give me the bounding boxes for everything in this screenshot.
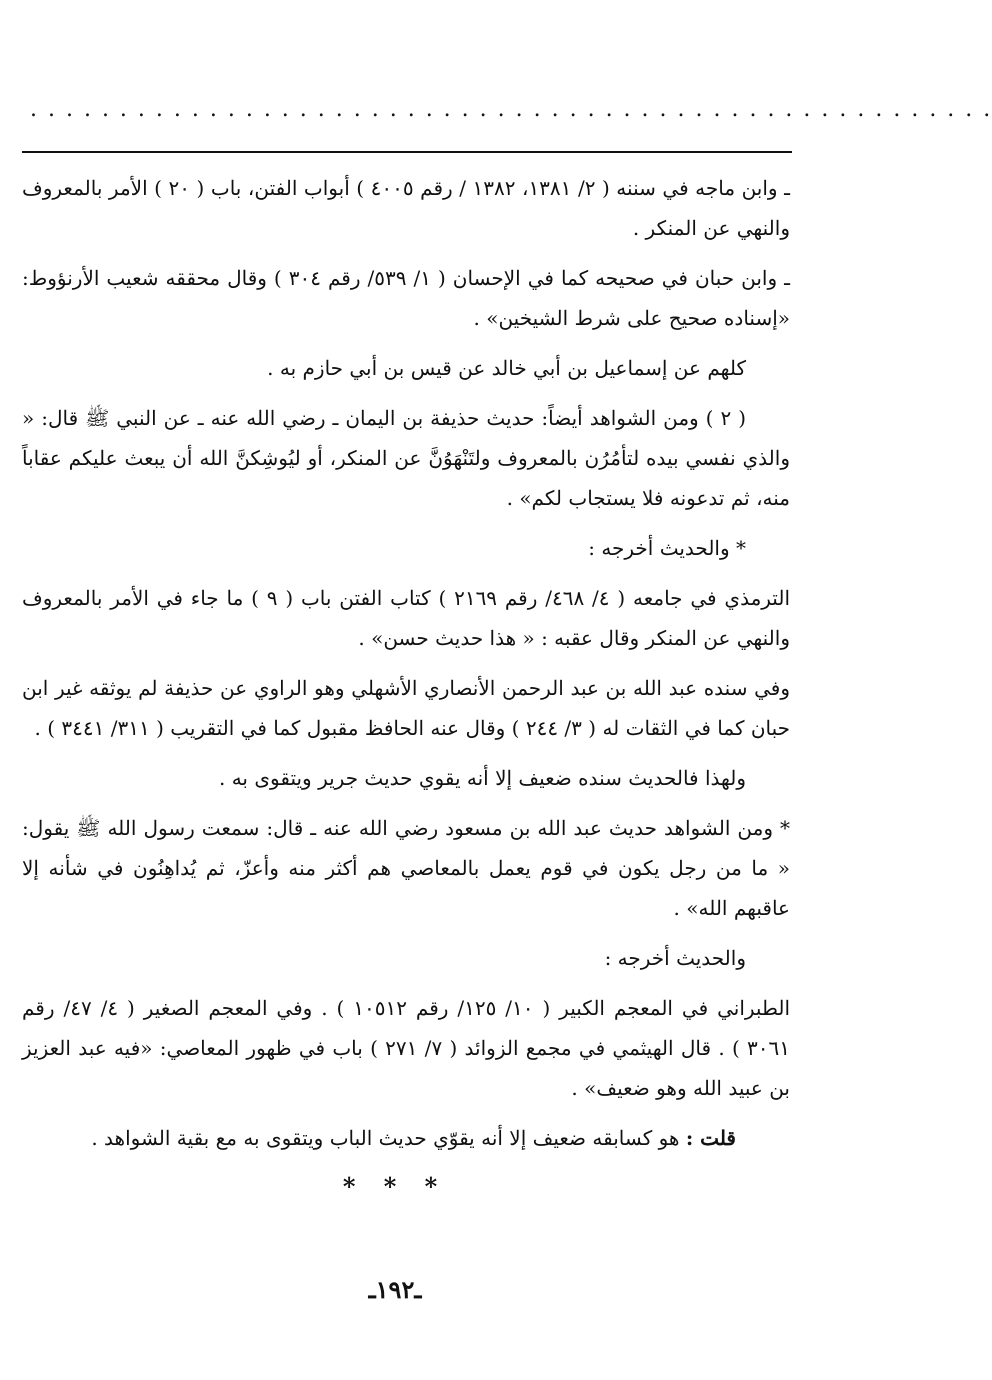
paragraph-grading: ولهذا فالحديث سنده ضعيف إلا أنه يقوي حديث جرير ويتقوى به . [218,766,746,790]
paragraph-isnad-note: وفي سنده عبد الله بن عبد الرحمن الأنصاري الأشهلي وهو الراوي عن حذيفة لم يوثقه غير ابن حبان كما في الثقات له ( ٣/ ٢٤٤ ) وقال عنه الحافظ مقبول كما في التقريب ( ٣١١/ ٣٤٤١ ) . [22,676,790,740]
footnote-rule [22,151,792,153]
paragraph-takhrij-heading-2: والحديث أخرجه : [604,946,746,970]
paragraph-conclusion [22,1118,790,1158]
page-number: ـ١٩٢ـ [368,1275,422,1304]
paragraph-ibn-masud-hadith: * ومن الشواهد حديث عبد الله بن مسعود رضي الله عنه ـ قال: سمعت رسول الله ﷺ يقول: « ما من رجل يكون في قوم يعمل بالمعاصي هم أكثر منه وأعزّ، ثم يُداهِنُون في شأنه إلا عاقبهم الله» . [22,816,790,920]
section-separator: * * * [342,1172,448,1201]
paragraph-chain: كلهم عن إسماعيل بن أبي خالد عن قيس بن أبي حازم به . [267,356,746,380]
conclusion-label: قلت : [685,1126,736,1150]
conclusion-text: هو كسابقه ضعيف إلا أنه يقوّي حديث الباب ويتقوى به مع بقية الشواهد . [91,1126,686,1150]
header-dotted-line: . . . . . . . . . . . . . . . . . . . . . . . . . . . . . . . . . . . . . . . . . . . . . . . . . . . . . . [30,97,992,122]
paragraph-tirmidhi: الترمذي في جامعه ( ٤/ ٤٦٨/ رقم ٢١٦٩ ) كتاب الفتن باب ( ٩ ) ما جاء في الأمر بالمعروف والنهي عن المنكر وقال عقبه : « هذا حديث حسن» . [22,586,790,650]
paragraph-tabarani: الطبراني في المعجم الكبير ( ١٠/ ١٢٥/ رقم ١٠٥١٢ ) . وفي المعجم الصغير ( ٤/ ٤٧/ رقم ٣٠٦١ ) . قال الهيثمي في مجمع الزوائد ( ٧/ ٢٧١ ) باب في ظهور المعاصي: «فيه عبد العزيز بن عبيد الله وهو ضعيف» . [22,996,790,1100]
paragraph-ibn-majah: ـ وابن ماجه في سننه ( ٢/ ١٣٨١، ١٣٨٢ / رقم ٤٠٠٥ ) أبواب الفتن، باب ( ٢٠ ) الأمر بالمعروف والنهي عن المنكر . [22,176,790,240]
paragraph-takhrij-heading: * والحديث أخرجه : [588,536,746,560]
footnote-body [22,168,790,1168]
paragraph-hudhayfa-hadith: ( ٢ ) ومن الشواهد أيضاً: حديث حذيفة بن اليمان ـ رضي الله عنه ـ عن النبي ﷺ قال: « والذي نفسي بيده لتأمُرُن بالمعروف ولتَنْهَوُنَّ عن المنكر، أو ليُوشِكنَّ الله أن يبعث عليكم عقاباً منه، ثم تدعونه فلا يستجاب لكم» . [22,406,790,510]
paragraph-ibn-hibban: ـ وابن حبان في صحيحه كما في الإحسان ( ١/ ٥٣٩/ رقم ٣٠٤ ) وقال محققه شعيب الأرنؤوط: «إسناده صحيح على شرط الشيخين» . [22,266,790,330]
